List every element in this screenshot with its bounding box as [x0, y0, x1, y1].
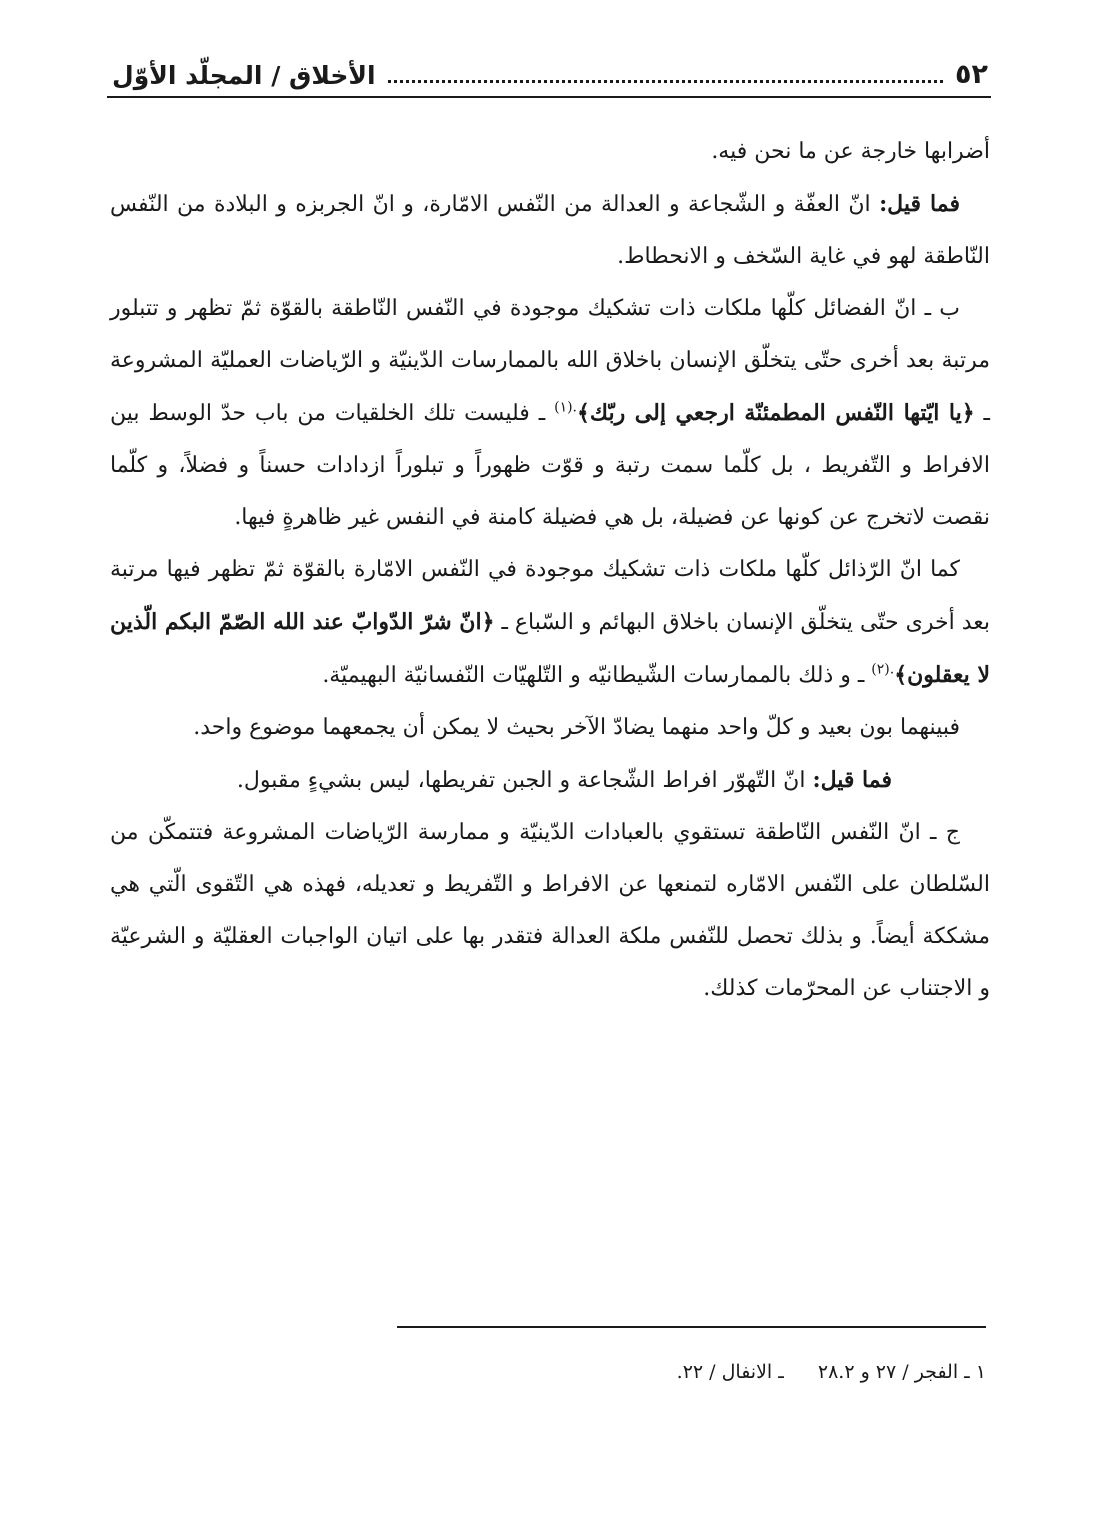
footnote-ref-1: .(١) — [554, 399, 578, 416]
page-header — [112, 48, 988, 92]
footnote-2: ٢ ـ الانفال / ٢٢. — [676, 1361, 855, 1383]
paragraph-5: فبينهما بون بعيد و كلّ واحد منهما يضادّ الآخر بحيث لا يمكن أن يجمعهما موضوع واحد. — [193, 715, 960, 740]
paragraph-6: فما قيل: انّ التّهوّر افراط الشّجاعة و الجبن تفريطها، ليس بشيءٍ مقبول. — [236, 767, 892, 793]
quran-verse: ﴿انّ شرّ الدّوابّ عند الله الصّمّ البكم الّذين لا يعقلون﴾ — [110, 609, 990, 688]
footnote-separator — [397, 1326, 986, 1328]
footnotes — [500, 1358, 986, 1386]
section-letter: ج — [945, 820, 960, 845]
paragraph-label: فما قيل: — [879, 191, 960, 217]
paragraph-3: ب ـ انّ الفضائل كلّها ملكات ذات تشكيك موجودة في النّفس النّاطقة بالقوّة ثمّ تظهر و تتبلور مرتبة بعد أخرى حتّى يتخلّق الإنسان باخلاق الله بالممارسات الدّينيّة و الرّياضات العمليّة المشروعة ـ ﴿يا ايّتها النّفس المطمئنّة ارجعي إلى ربّك﴾$^{.(١)}$ ـ فليست تلك الخلقيات من باب حدّ الوسط بين الافراط و التّفريط ، بل كلّما سمت رتبة و قوّت ظهوراً و تبلوراً ازدادات حسناً و فضلاً، و كلّما نقصت لاتخرج عن كونها عن فضيلة، بل هي فضيلة كامنة في النفس غير ظاهرةٍ فيها. — [110, 296, 990, 530]
paragraph-7: ج ـ انّ النّفس النّاطقة تستقوي بالعبادات الدّينيّة و ممارسة الرّياضات المشروعة فتتمكّن من السّلطان على النّفس الامّاره لتمنعها عن الافراط و التّفريط و تعديله، فهذه هي التّقوى الّتي هي مشككة أيضاً. و بذلك تحصل للنّفس ملكة العدالة فتقدر بها على اتيان الواجبات العقليّة و الشرعيّة و الاجتناب عن المحرّمات كذلك. — [110, 820, 990, 1001]
page-number: ٥٢ — [955, 59, 988, 90]
section-letter: ب — [939, 296, 960, 321]
footnote-1: ١ ـ الفجر / ٢٧ و ٢٨. — [817, 1361, 986, 1383]
running-title: الأخلاق / المجلّد الأوّل — [112, 61, 376, 90]
quran-verse: ﴿يا ايّتها النّفس المطمئنّة ارجعي إلى ربّك﴾ — [577, 400, 975, 426]
paragraph-4: كما انّ الرّذائل كلّها ملكات ذات تشكيك موجودة في النّفس الامّارة بالقوّة ثمّ تظهر فيها مرتبة بعد أخرى حتّى يتخلّق الإنسان باخلاق البهائم و السّباع ـ ﴿انّ شرّ الدّوابّ عند الله الصّمّ البكم الّذين لا يعقلون﴾$^{.(٢)}$ ـ و ذلك بالممارسات الشّيطانيّه و التّلهيّات النّفسانيّة البهيميّة. — [110, 557, 990, 688]
header-rule — [107, 96, 991, 98]
paragraph-2: فما قيل: انّ العفّة و الشّجاعة و العدالة من النّفس الامّارة، و انّ الجربزه و البلادة من النّفس النّاطقة لهو في غاية السّخف و الانحطاط. — [110, 191, 990, 269]
body-text — [110, 126, 990, 1015]
header-leader-dots — [388, 80, 943, 83]
paragraph-label: فما قيل: — [812, 767, 892, 793]
footnote-ref-2: .(٢) — [871, 661, 895, 678]
paragraph-1: أضرابها خارجة عن ما نحن فيه. — [711, 139, 990, 164]
